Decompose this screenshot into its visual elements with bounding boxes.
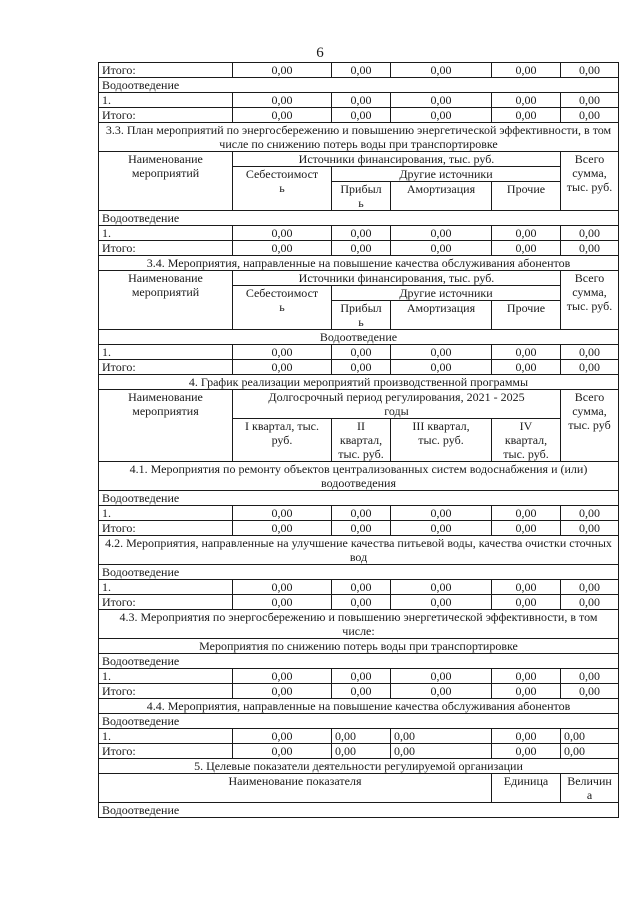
value-cell: 0,00 — [561, 63, 619, 78]
table-row — [99, 580, 619, 595]
subsection-label: Водоотведение — [99, 654, 619, 669]
header-row — [99, 271, 619, 286]
subsection-title-4-3: Мероприятия по снижению потерь воды при транспортировке — [99, 639, 619, 654]
value-cell: 0,00 — [391, 729, 492, 744]
section-title-row — [99, 536, 619, 565]
table-row — [99, 93, 619, 108]
value-cell: 0,00 — [492, 595, 561, 610]
section-title-3-3: 3.3. План мероприятий по энергосбережению и повышению энергетической эффективности, в том числе по снижению потерь воды при транспортировке — [99, 123, 619, 152]
value-cell: 0,00 — [561, 345, 619, 360]
table-row — [99, 108, 619, 123]
header-row — [99, 152, 619, 167]
value-cell: 0,00 — [233, 729, 332, 744]
row-label: 1. — [99, 345, 233, 360]
table-row — [99, 595, 619, 610]
value-cell: 0,00 — [561, 684, 619, 699]
table-row — [99, 78, 619, 93]
value-cell: 0,00 — [391, 684, 492, 699]
section-title-row — [99, 462, 619, 491]
header-q2-line: квартал, — [339, 433, 383, 447]
table-row — [99, 506, 619, 521]
header-total-line: сумма, — [572, 166, 607, 180]
subsection-label: Водоотведение — [99, 803, 619, 818]
header-total-line: Всего — [574, 152, 605, 166]
value-cell: 0,00 — [233, 506, 332, 521]
section-title-row — [99, 759, 619, 774]
value-cell: 0,00 — [233, 345, 332, 360]
row-label: Итого: — [99, 108, 233, 123]
section-title-row — [99, 639, 619, 654]
header-cost-line: ь — [279, 300, 285, 314]
header-total — [561, 390, 619, 462]
value-cell: 0,00 — [391, 360, 492, 375]
row-label: Итого: — [99, 684, 233, 699]
row-label: Итого: — [99, 595, 233, 610]
header-q3-line: тыс. руб. — [418, 433, 464, 447]
table-row — [99, 360, 619, 375]
section-title-5: 5. Целевые показатели деятельности регулируемой организации — [99, 759, 619, 774]
value-cell: 0,00 — [492, 669, 561, 684]
section-title-4-1: 4.1. Мероприятия по ремонту объектов централизованных систем водоснабжения и (или) водоотведения — [99, 462, 619, 491]
value-cell: 0,00 — [391, 521, 492, 536]
table-row — [99, 345, 619, 360]
header-name-line: Наименование — [128, 390, 203, 404]
production-program-table — [98, 62, 619, 818]
header-q4-line: IV — [519, 419, 533, 433]
section-title-row — [99, 123, 619, 152]
value-cell: 0,00 — [332, 93, 391, 108]
header-quarter-3 — [391, 419, 492, 462]
value-cell: 0,00 — [332, 595, 391, 610]
table-row — [99, 729, 619, 744]
table-row — [99, 565, 619, 580]
value-cell: 0,00 — [492, 63, 561, 78]
header-total-line: тыс. руб. — [566, 299, 613, 313]
value-cell: 0,00 — [233, 595, 332, 610]
value-cell: 0,00 — [391, 345, 492, 360]
value-cell: 0,00 — [332, 744, 391, 759]
header-total-line: тыс. руб. — [566, 180, 613, 194]
header-profit — [332, 182, 391, 211]
header-total-line: сумма, — [572, 404, 607, 418]
value-cell: 0,00 — [391, 744, 492, 759]
value-cell: 0,00 — [233, 669, 332, 684]
table-row — [99, 211, 619, 226]
table-row — [99, 330, 619, 345]
table-row — [99, 714, 619, 729]
header-q1-line: руб. — [271, 433, 293, 447]
header-name — [99, 271, 233, 330]
header-name-line: мероприятий — [131, 285, 200, 299]
value-cell: 0,00 — [391, 63, 492, 78]
value-cell: 0,00 — [332, 684, 391, 699]
subsection-label: Водоотведение — [99, 78, 619, 93]
header-q2-line: II — [357, 419, 365, 433]
header-profit — [332, 301, 391, 330]
header-sources: Источники финансирования, тыс. руб. — [233, 271, 561, 286]
header-other: Прочие — [492, 182, 561, 211]
header-sources: Источники финансирования, тыс. руб. — [233, 152, 561, 167]
section-title-row — [99, 375, 619, 390]
value-cell: 0,00 — [332, 521, 391, 536]
header-cost-line: Себестоимост — [245, 286, 319, 300]
header-name-line: мероприятия — [132, 404, 199, 418]
value-cell: 0,00 — [233, 226, 332, 241]
value-cell: 0,00 — [233, 241, 332, 256]
row-label: Итого: — [99, 360, 233, 375]
header-row — [99, 774, 619, 803]
value-cell: 0,00 — [391, 226, 492, 241]
table-row — [99, 654, 619, 669]
header-q4-line: тыс. руб. — [503, 447, 549, 461]
header-cost — [233, 286, 332, 330]
section-title-4-2: 4.2. Мероприятия, направленные на улучшение качества питьевой воды, качества очистки сточных вод — [99, 536, 619, 565]
value-cell: 0,00 — [492, 729, 561, 744]
value-cell: 0,00 — [332, 360, 391, 375]
header-name — [99, 152, 233, 211]
table-row — [99, 63, 619, 78]
row-label: Итого: — [99, 744, 233, 759]
value-cell: 0,00 — [233, 744, 332, 759]
value-cell: 0,00 — [561, 506, 619, 521]
section-title-4-3: 4.3. Мероприятия по энергосбережению и повышению энергетической эффективности, в том числе: — [99, 610, 619, 639]
header-period-line: Долгосрочный период регулирования, 2021 - 2025 — [268, 390, 525, 404]
header-q1-line: I квартал, тыс. — [245, 419, 319, 433]
value-cell: 0,00 — [391, 108, 492, 123]
value-cell: 0,00 — [332, 241, 391, 256]
row-label: 1. — [99, 729, 233, 744]
section-title-3-4: 3.4. Мероприятия, направленные на повышение качества обслуживания абонентов — [99, 256, 619, 271]
row-label: 1. — [99, 580, 233, 595]
value-cell: 0,00 — [233, 108, 332, 123]
value-cell: 0,00 — [492, 93, 561, 108]
section-title-row — [99, 610, 619, 639]
table-row — [99, 521, 619, 536]
header-period-line: годы — [384, 404, 409, 418]
header-unit: Единица — [492, 774, 561, 803]
value-cell: 0,00 — [391, 93, 492, 108]
value-cell: 0,00 — [492, 360, 561, 375]
value-cell: 0,00 — [332, 506, 391, 521]
value-cell: 0,00 — [561, 226, 619, 241]
header-total-line: Всего — [574, 390, 605, 404]
header-name — [99, 390, 233, 462]
value-cell: 0,00 — [391, 241, 492, 256]
value-cell: 0,00 — [561, 669, 619, 684]
value-cell: 0,00 — [332, 63, 391, 78]
value-cell: 0,00 — [561, 108, 619, 123]
value-cell: 0,00 — [561, 744, 619, 759]
header-quarter-4 — [492, 419, 561, 462]
value-cell: 0,00 — [233, 63, 332, 78]
value-cell: 0,00 — [561, 580, 619, 595]
subsection-label: Водоотведение — [99, 211, 619, 226]
header-amortization: Амортизация — [391, 301, 492, 330]
value-cell: 0,00 — [492, 580, 561, 595]
header-profit-line: Прибыл — [340, 301, 382, 315]
table-row — [99, 241, 619, 256]
header-total-line: сумма, — [572, 285, 607, 299]
value-cell: 0,00 — [561, 521, 619, 536]
row-label: 1. — [99, 93, 233, 108]
header-value-line: Величин — [567, 774, 612, 788]
value-cell: 0,00 — [492, 506, 561, 521]
header-amortization: Амортизация — [391, 182, 492, 211]
header-quarter-1 — [233, 419, 332, 462]
section-title-row — [99, 699, 619, 714]
header-cost — [233, 167, 332, 211]
value-cell: 0,00 — [332, 108, 391, 123]
value-cell: 0,00 — [492, 744, 561, 759]
section-title-4-4: 4.4. Мероприятия, направленные на повышение качества обслуживания абонентов — [99, 699, 619, 714]
header-quarter-2 — [332, 419, 391, 462]
value-cell: 0,00 — [492, 345, 561, 360]
header-value — [561, 774, 619, 803]
header-indicator-name: Наименование показателя — [99, 774, 492, 803]
header-row — [99, 390, 619, 419]
header-other: Прочие — [492, 301, 561, 330]
header-total — [561, 271, 619, 330]
value-cell: 0,00 — [492, 108, 561, 123]
value-cell: 0,00 — [233, 93, 332, 108]
header-name-line: Наименование — [128, 152, 203, 166]
value-cell: 0,00 — [332, 580, 391, 595]
table-row — [99, 684, 619, 699]
value-cell: 0,00 — [233, 360, 332, 375]
section-title-4: 4. График реализации мероприятий производственной программы — [99, 375, 619, 390]
value-cell: 0,00 — [332, 226, 391, 241]
header-profit-line: ь — [358, 196, 364, 210]
value-cell: 0,00 — [391, 506, 492, 521]
header-q3-line: III квартал, — [412, 419, 470, 433]
subsection-label: Водоотведение — [99, 491, 619, 506]
subsection-label: Водоотведение — [99, 714, 619, 729]
value-cell: 0,00 — [492, 241, 561, 256]
row-label: Итого: — [99, 521, 233, 536]
header-q2-line: тыс. руб. — [338, 447, 384, 461]
table-row — [99, 669, 619, 684]
value-cell: 0,00 — [561, 360, 619, 375]
page-number: 6 — [316, 45, 324, 61]
header-name-line: Наименование — [128, 271, 203, 285]
value-cell: 0,00 — [492, 684, 561, 699]
header-period — [233, 390, 561, 419]
table-row — [99, 744, 619, 759]
value-cell: 0,00 — [561, 241, 619, 256]
header-other-sources: Другие источники — [332, 286, 561, 301]
value-cell: 0,00 — [233, 684, 332, 699]
table-row — [99, 226, 619, 241]
value-cell: 0,00 — [332, 669, 391, 684]
header-name-line: мероприятий — [131, 166, 200, 180]
header-profit-line: Прибыл — [340, 182, 382, 196]
row-label: 1. — [99, 506, 233, 521]
value-cell: 0,00 — [561, 93, 619, 108]
table-row — [99, 491, 619, 506]
value-cell: 0,00 — [391, 595, 492, 610]
header-total-line: тыс. руб — [568, 418, 611, 432]
header-q4-line: квартал, — [504, 433, 548, 447]
header-cost-line: Себестоимост — [245, 167, 319, 181]
table-row — [99, 803, 619, 818]
header-cost-line: ь — [279, 181, 285, 195]
value-cell: 0,00 — [561, 595, 619, 610]
value-cell: 0,00 — [233, 580, 332, 595]
row-label: Итого: — [99, 63, 233, 78]
section-title-row — [99, 256, 619, 271]
header-other-sources: Другие источники — [332, 167, 561, 182]
subsection-label: Водоотведение — [99, 330, 619, 345]
value-cell: 0,00 — [492, 226, 561, 241]
value-cell: 0,00 — [561, 729, 619, 744]
value-cell: 0,00 — [492, 521, 561, 536]
row-label: 1. — [99, 226, 233, 241]
row-label: Итого: — [99, 241, 233, 256]
header-profit-line: ь — [358, 315, 364, 329]
header-total-line: Всего — [574, 271, 605, 285]
value-cell: 0,00 — [391, 580, 492, 595]
value-cell: 0,00 — [332, 729, 391, 744]
value-cell: 0,00 — [233, 521, 332, 536]
subsection-label: Водоотведение — [99, 565, 619, 580]
value-cell: 0,00 — [332, 345, 391, 360]
row-label: 1. — [99, 669, 233, 684]
header-total — [561, 152, 619, 211]
value-cell: 0,00 — [391, 669, 492, 684]
header-value-line: а — [586, 788, 593, 802]
